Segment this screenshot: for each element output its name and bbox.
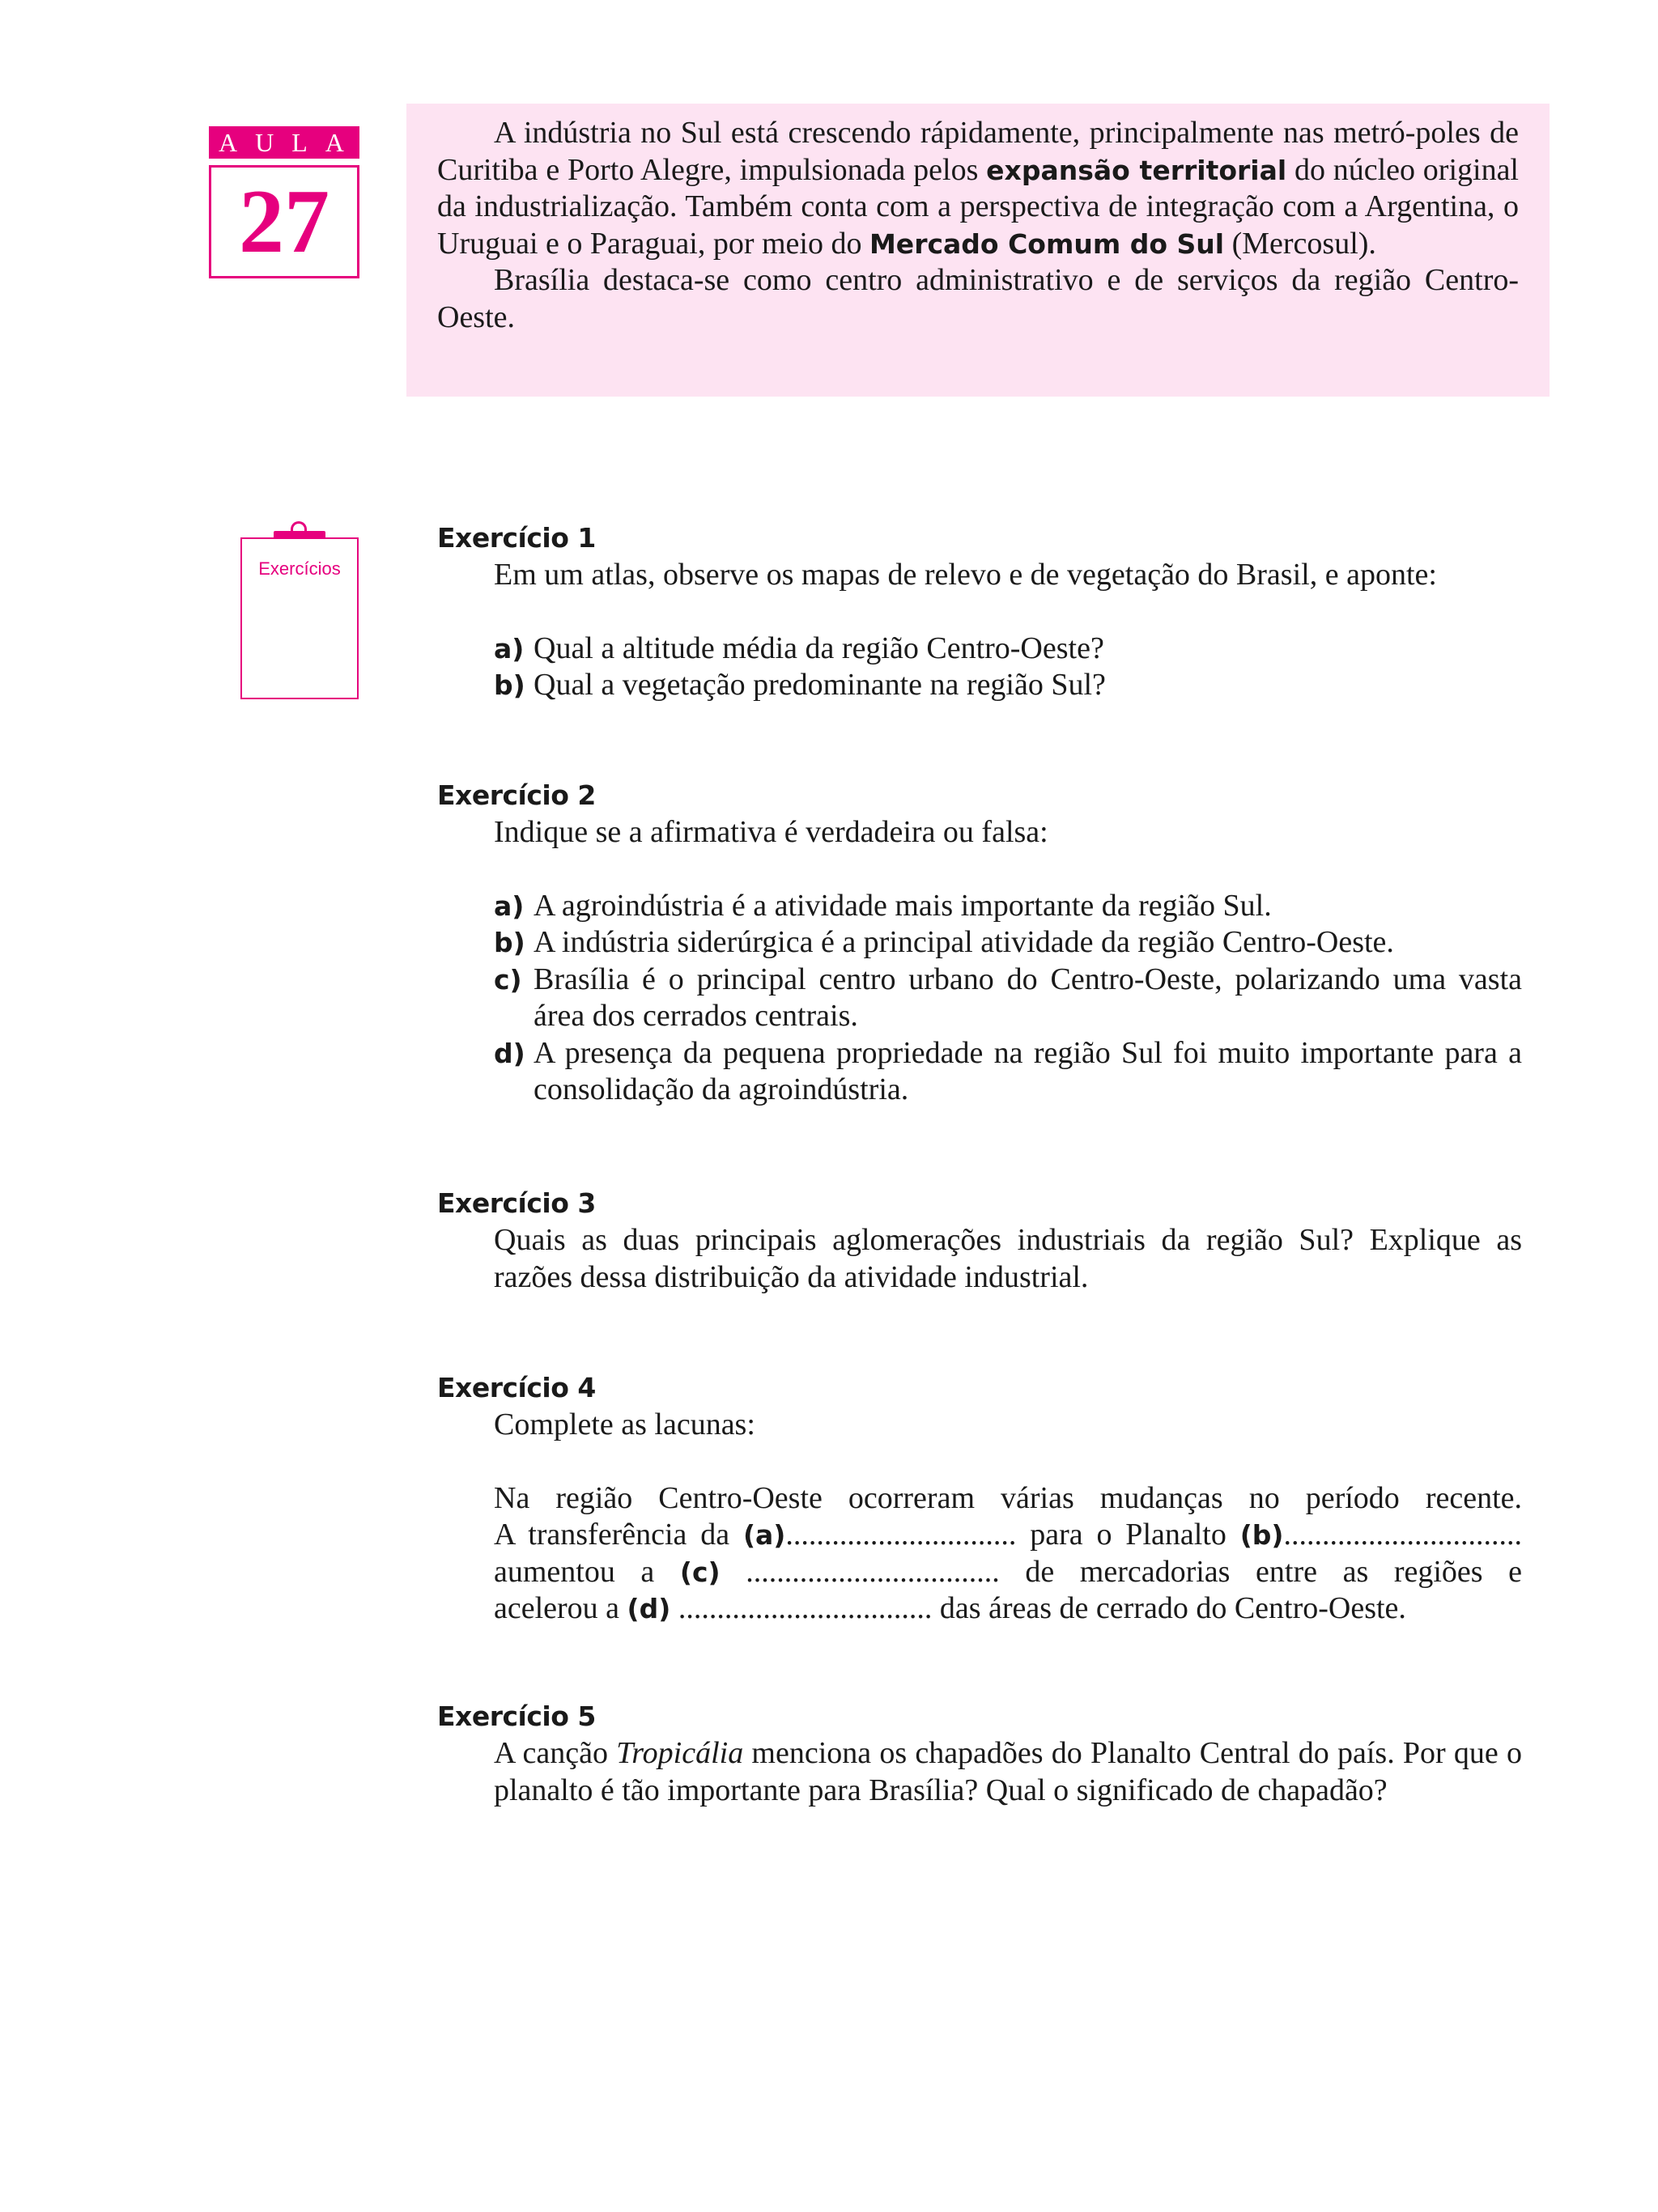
blank-dots: ................................. bbox=[720, 1554, 1026, 1589]
blank-dots: .............................. bbox=[785, 1518, 1017, 1552]
song-title: Tropicália bbox=[616, 1736, 744, 1770]
intro-bold-term: expansão territorial bbox=[986, 154, 1287, 186]
fill-text: para o Planalto bbox=[1016, 1518, 1240, 1552]
intro-paragraph-1 bbox=[437, 115, 1519, 262]
intro-paragraph-2: Brasília destaca-se como centro administrativo e de serviços da região Centro-Oeste. bbox=[437, 263, 1519, 334]
list-item bbox=[494, 924, 1522, 962]
exercise-3 bbox=[437, 1185, 1522, 1296]
blank-label-d: (d) bbox=[627, 1593, 671, 1624]
item-text: Brasília é o principal centro urbano do Centro-Oeste, polarizando uma vasta área dos cerrados centrais. bbox=[534, 962, 1522, 1033]
item-label: b) bbox=[494, 927, 525, 958]
item-text: A agroindústria é a atividade mais importante da região Sul. bbox=[534, 888, 1272, 923]
prompt-text: menciona os chapadões do Planalto Central do país. Por que o planalto é tão importante para Brasília? Qual o significado de chapadão? bbox=[494, 1736, 1522, 1807]
blank-label-b: (b) bbox=[1239, 1519, 1284, 1551]
exercise-title: Exercício 3 bbox=[437, 1187, 596, 1219]
blank-label-a: (a) bbox=[742, 1519, 786, 1551]
exercise-2 bbox=[437, 777, 1522, 1109]
item-label: d) bbox=[494, 1037, 525, 1069]
list-item bbox=[494, 888, 1522, 925]
list-item bbox=[494, 667, 1522, 704]
aula-label: AULA bbox=[209, 126, 359, 159]
fill-line-2 bbox=[494, 1517, 1522, 1554]
item-text: Qual a vegetação predominante na região Sul? bbox=[534, 668, 1106, 702]
prompt-text: A canção bbox=[494, 1736, 617, 1770]
blank-dots: ............................... bbox=[1283, 1518, 1522, 1552]
list-item bbox=[494, 1035, 1522, 1109]
blank-dots: ................................. bbox=[670, 1591, 933, 1625]
item-label: b) bbox=[494, 669, 525, 701]
exercise-4 bbox=[437, 1369, 1522, 1628]
fill-line-4 bbox=[494, 1590, 1522, 1628]
clipboard-label: Exercícios bbox=[258, 558, 341, 579]
item-text: Qual a altitude média da região Centro-Oeste? bbox=[534, 630, 1104, 665]
intro-text: (Mercosul). bbox=[1224, 226, 1376, 261]
exercise-prompt bbox=[494, 1735, 1522, 1809]
lesson-number: 27 bbox=[209, 165, 359, 278]
exercise-title: Exercício 4 bbox=[437, 1372, 596, 1403]
fill-text: A transferência da bbox=[494, 1518, 743, 1552]
item-label: c) bbox=[494, 963, 522, 996]
exercise-title: Exercício 5 bbox=[437, 1700, 596, 1732]
exercise-1 bbox=[437, 520, 1522, 704]
exercise-5 bbox=[437, 1698, 1522, 1809]
exercise-title: Exercício 1 bbox=[437, 522, 596, 554]
fill-line-3 bbox=[494, 1554, 1522, 1591]
intro-text: do núcleo original da industrialização. Também conta com a perspectiva de integração com a Argentina, o Uruguai e o Paraguai, por meio do bbox=[437, 152, 1519, 261]
fill-text: de mercadorias entre as regiões e bbox=[1025, 1554, 1523, 1589]
fill-line-1: Na região Centro-Oeste ocorreram várias mudanças no período recente. bbox=[494, 1480, 1522, 1515]
exercise-title: Exercício 2 bbox=[437, 779, 596, 811]
item-label: a) bbox=[494, 632, 525, 664]
intro-box bbox=[406, 104, 1550, 397]
list-item bbox=[494, 962, 1522, 1035]
item-text: A indústria siderúrgica é a principal atividade da região Centro-Oeste. bbox=[534, 925, 1394, 959]
fill-text: aumentou a bbox=[494, 1554, 680, 1589]
intro-text: A indústria no Sul está crescendo rápidamente, principalmente nas metró-poles de Curitiba e Porto Alegre, impulsionada pelos bbox=[437, 116, 1519, 187]
fill-text: das áreas de cerrado do Centro-Oeste. bbox=[932, 1591, 1406, 1625]
exercise-prompt: Quais as duas principais aglomerações industriais da região Sul? Explique as razões dessa distribuição da atividade industrial. bbox=[494, 1223, 1522, 1294]
blank-label-c: (c) bbox=[679, 1556, 721, 1588]
exercise-prompt: Complete as lacunas: bbox=[494, 1407, 755, 1441]
exercise-prompt: Indique se a afirmativa é verdadeira ou falsa: bbox=[494, 815, 1048, 849]
intro-bold-term: Mercado Comum do Sul bbox=[869, 227, 1225, 260]
item-text: A presença da pequena propriedade na região Sul foi muito importante para a consolidação da agroindústria. bbox=[534, 1035, 1522, 1106]
exercise-prompt: Em um atlas, observe os mapas de relevo e de vegetação do Brasil, e aponte: bbox=[494, 558, 1437, 592]
fill-text: acelerou a bbox=[494, 1591, 627, 1625]
list-item bbox=[494, 630, 1522, 668]
item-label: a) bbox=[494, 889, 525, 922]
